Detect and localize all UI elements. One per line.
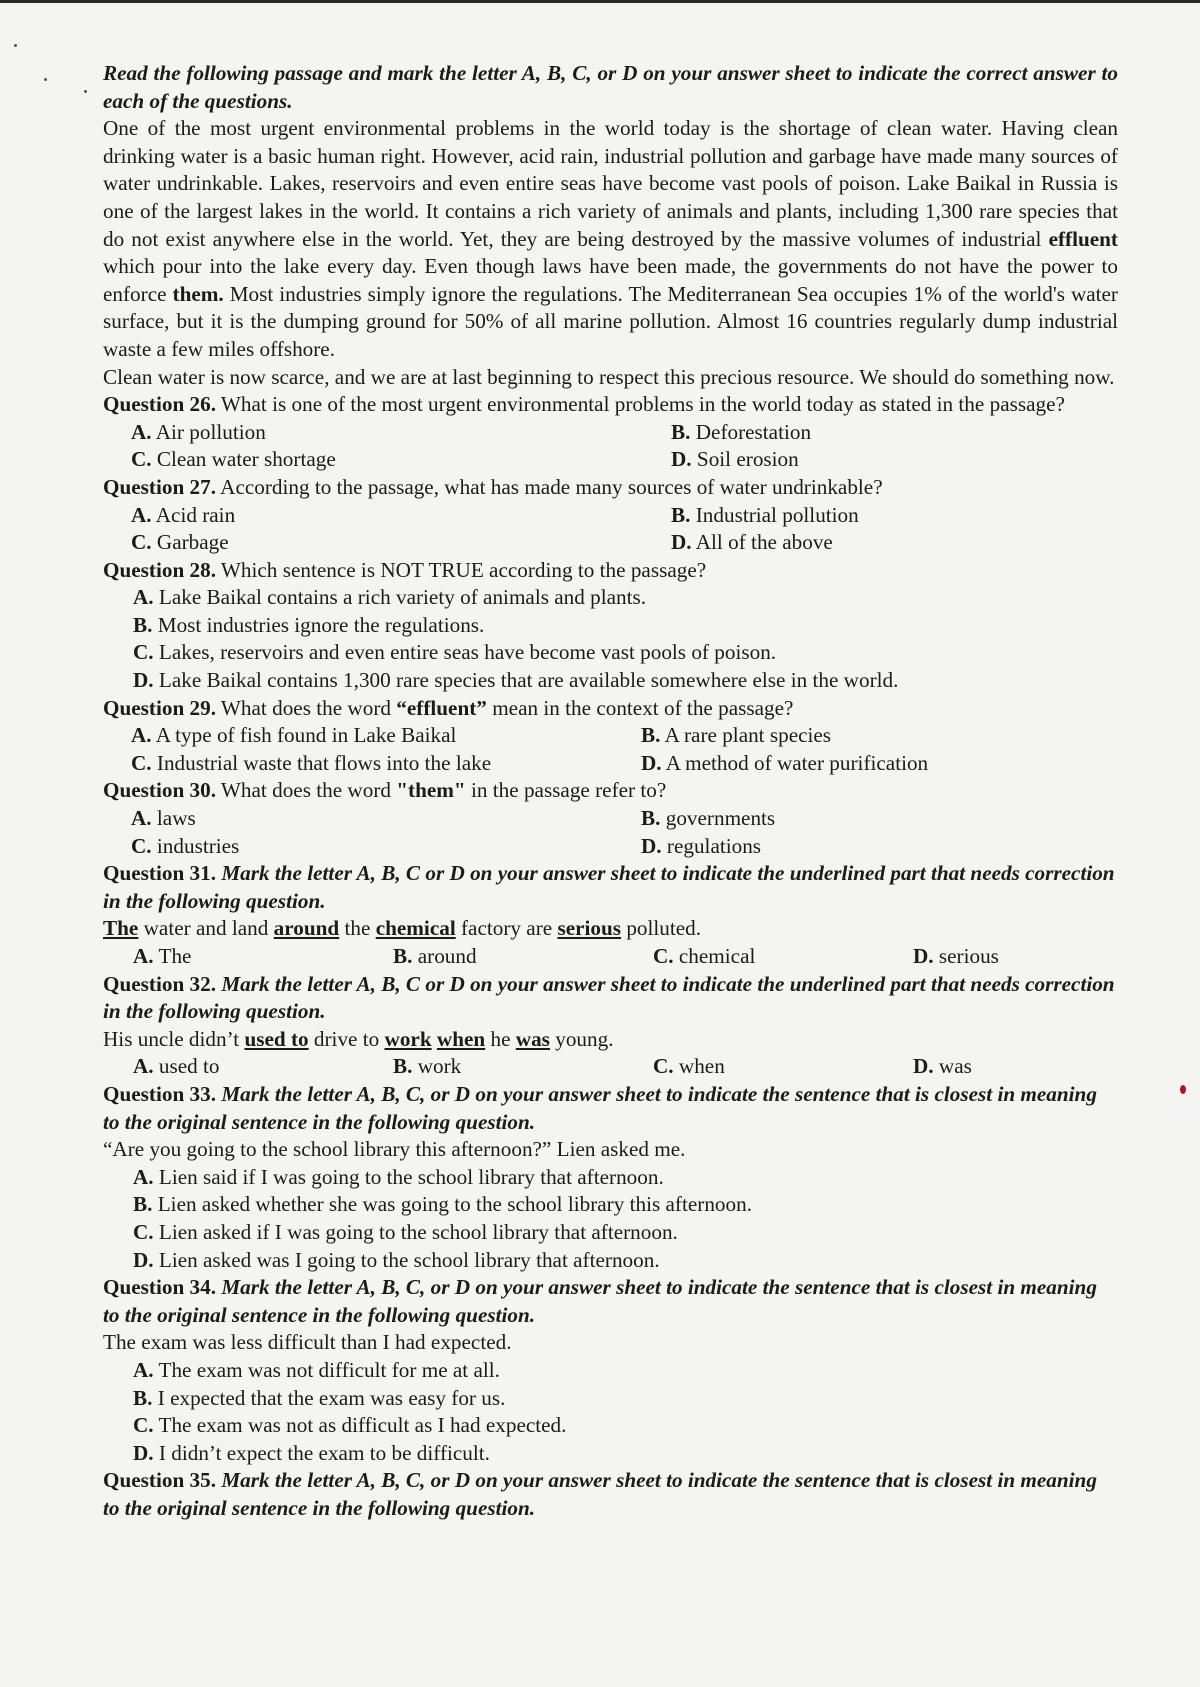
option-text: The exam was not difficult for me at all. <box>153 1357 500 1382</box>
option-text: I didn’t expect the exam to be difficult. <box>153 1440 490 1465</box>
question-32 <box>103 971 1118 1081</box>
sentence-text: His uncle didn’t <box>103 1026 245 1051</box>
question-29 <box>103 695 1118 778</box>
option-text: A rare plant species <box>660 723 832 748</box>
underlined-part-c: chemical <box>375 916 456 941</box>
option-text: governments <box>660 806 776 831</box>
question-text: What is one of the most urgent environmental problems in the world today as stated in the passage? <box>216 392 1065 417</box>
option-letter: D. <box>133 668 154 693</box>
option-letter: B. <box>393 1054 413 1079</box>
sentence-text: the <box>339 916 376 941</box>
question-text: mean in the context of the passage? <box>486 695 794 720</box>
option-a[interactable] <box>133 584 1118 612</box>
option-d[interactable] <box>641 833 1081 861</box>
option-letter: C. <box>133 1219 154 1244</box>
passage-text: Most industries simply ignore the regulations. The Mediterranean Sea occupies 1% of the world's water surface, but it is the dumping ground for 50% of all marine pollution. Almost 16 countries regularly dump industrial waste a few miles offshore. <box>103 281 1118 361</box>
option-b[interactable] <box>133 612 1118 640</box>
option-text: work <box>412 1054 462 1079</box>
option-c[interactable] <box>131 750 641 778</box>
option-letter: A. <box>133 1164 154 1189</box>
option-letter: A. <box>131 502 152 527</box>
option-letter: C. <box>653 944 674 968</box>
option-letter: A. <box>131 806 152 831</box>
options <box>131 722 1118 777</box>
option-b[interactable] <box>393 943 653 971</box>
option-d[interactable] <box>913 943 1133 971</box>
question-number: Question 28. <box>103 557 217 582</box>
option-letter: A. <box>133 1357 154 1382</box>
option-letter: B. <box>133 1385 153 1410</box>
option-a[interactable] <box>133 943 393 971</box>
option-letter: A. <box>133 1054 154 1079</box>
question-text: Which sentence is NOT TRUE according to the passage? <box>216 557 707 582</box>
option-text: Lien said if I was going to the school library that afternoon. <box>153 1164 664 1189</box>
option-d[interactable] <box>133 667 1118 695</box>
passage-paragraph-2: Clean water is now scarce, and we are at last beginning to respect this precious resource. We should do something now. <box>103 364 1115 389</box>
underlined-part-d: serious <box>557 916 622 941</box>
passage-paragraph-1 <box>103 115 1118 363</box>
option-c[interactable] <box>133 1219 1118 1247</box>
option-text: Garbage <box>151 530 229 555</box>
option-letter: D. <box>641 833 662 858</box>
option-text: Lien asked was I going to the school library that afternoon. <box>153 1247 660 1272</box>
option-a[interactable] <box>131 502 671 530</box>
option-text: Soil erosion <box>691 447 799 472</box>
option-c[interactable] <box>653 943 913 971</box>
question-text: in the passage refer to? <box>465 778 667 803</box>
question-text: What does the word <box>216 695 397 720</box>
option-letter: C. <box>131 530 152 555</box>
underlined-part-a: used to <box>244 1026 309 1051</box>
option-letter: D. <box>671 447 692 472</box>
question-number: Question 26. <box>103 392 217 417</box>
option-a[interactable] <box>133 1053 393 1081</box>
option-letter: A. <box>133 585 154 610</box>
error-sentence <box>103 1026 1118 1054</box>
question-number: Question 34. <box>103 1275 217 1300</box>
option-text: The exam was not as difficult as I had expected. <box>153 1413 567 1438</box>
options <box>133 1357 1118 1467</box>
option-text: Air pollution <box>151 419 266 444</box>
question-31 <box>103 860 1118 970</box>
scan-speck <box>44 78 47 81</box>
option-letter: B. <box>641 806 661 831</box>
option-d[interactable] <box>133 1247 1118 1275</box>
option-letter: C. <box>653 1054 674 1079</box>
option-text: was <box>933 1054 972 1079</box>
sentence-text: drive to <box>308 1026 385 1051</box>
option-text: Acid rain <box>151 502 236 527</box>
option-text: when <box>673 1054 725 1079</box>
option-d[interactable] <box>671 446 1111 474</box>
passage-text: which pour into the lake every day. Even though laws have been made, the governments do not have the power to enforce <box>103 254 1118 306</box>
passage-text: One of the most urgent environmental problems in the world today is the shortage of clean water. Having clean drinking water is a basic human right. However, acid rain, industrial pollution and garbage have made many sources of water undrinkable. Lakes, reservoirs and even entire seas have become vast pools of poison. Lake Baikal in Russia is one of the largest lakes in the world. It contains a rich variety of animals and plants, including 1,300 rare species that do not exist anywhere else in the world. Yet, they are being destroyed by the massive volumes of industrial <box>103 116 1118 251</box>
option-letter: D. <box>913 944 934 968</box>
option-text: regulations <box>661 833 762 858</box>
option-text: Lake Baikal contains 1,300 rare species that are available somewhere else in the world. <box>153 668 899 693</box>
option-letter: B. <box>133 1192 153 1217</box>
option-b[interactable] <box>133 1385 1118 1413</box>
question-33 <box>103 1081 1118 1274</box>
question-number: Question 27. <box>103 474 217 499</box>
option-d[interactable] <box>913 1053 1133 1081</box>
question-number: Question 33. <box>103 1081 217 1106</box>
option-text: I expected that the exam was easy for us. <box>152 1385 506 1410</box>
option-a[interactable] <box>133 1357 1118 1385</box>
option-text: Lakes, reservoirs and even entire seas have become vast pools of poison. <box>153 640 777 665</box>
passage-instruction: Read the following passage and mark the letter A, B, C, or D on your answer sheet to indicate the correct answer to each of the questions. <box>103 61 1118 113</box>
question-instruction: Mark the letter A, B, C or D on your answer sheet to indicate the underlined part that needs correction in the following question. <box>103 971 1115 1024</box>
option-c[interactable] <box>131 833 641 861</box>
sentence-text: young. <box>549 1026 614 1051</box>
option-a[interactable] <box>131 722 641 750</box>
option-letter: C. <box>131 447 152 472</box>
underlined-part-d: was <box>515 1026 550 1051</box>
option-a[interactable] <box>131 419 671 447</box>
question-keyword: "them" <box>396 778 466 803</box>
option-letter: D. <box>913 1054 934 1079</box>
option-text: serious <box>933 944 999 968</box>
option-b[interactable] <box>671 502 1111 530</box>
option-b[interactable] <box>641 805 1081 833</box>
option-c[interactable] <box>133 1412 1118 1440</box>
question-number: Question 29. <box>103 695 217 720</box>
option-d[interactable] <box>671 529 1111 557</box>
option-text: laws <box>151 806 196 831</box>
option-b[interactable] <box>393 1053 653 1081</box>
option-text: chemical <box>673 944 756 968</box>
option-letter: D. <box>133 1440 154 1465</box>
options <box>133 1053 1118 1081</box>
option-c[interactable] <box>653 1053 913 1081</box>
question-instruction: Mark the letter A, B, C or D on your answer sheet to indicate the underlined part that needs correction in the following question. <box>103 861 1115 913</box>
option-letter: B. <box>671 502 691 527</box>
option-a[interactable] <box>131 805 641 833</box>
option-d[interactable] <box>133 1440 1118 1468</box>
question-keyword: “effluent” <box>396 695 487 720</box>
underlined-part-c: when <box>436 1026 486 1051</box>
underlined-part-a: The <box>103 916 139 941</box>
option-letter: B. <box>671 419 691 444</box>
option-letter: C. <box>131 750 152 775</box>
option-c[interactable] <box>131 446 671 474</box>
keyword-effluent: effluent <box>1048 226 1118 251</box>
scan-speck <box>84 90 87 93</box>
sentence-text: water and land <box>138 916 274 941</box>
scan-speck <box>1180 1085 1186 1094</box>
underlined-part-b: work <box>384 1026 432 1051</box>
option-text: Lien asked whether she was going to the school library this afternoon. <box>152 1192 753 1217</box>
option-text: Industrial pollution <box>690 502 859 527</box>
option-b[interactable] <box>641 722 1081 750</box>
question-text: What does the word <box>216 778 397 803</box>
option-text: Clean water shortage <box>151 447 336 472</box>
option-text: All of the above <box>691 530 833 555</box>
option-text: The <box>153 944 192 968</box>
option-text: Industrial waste that flows into the lake <box>151 750 492 775</box>
question-35 <box>103 1467 1118 1522</box>
option-text: A method of water purification <box>661 750 929 775</box>
sentence-text: factory are <box>455 916 558 941</box>
option-c[interactable] <box>133 639 1118 667</box>
sentence-text: polluted. <box>621 916 702 941</box>
error-sentence <box>103 915 1118 943</box>
question-instruction: Mark the letter A, B, C, or D on your answer sheet to indicate the sentence that is closest in meaning to the original sentence in the following question. <box>103 1468 1097 1520</box>
options <box>131 419 1118 474</box>
top-border-line <box>0 0 1200 3</box>
question-26 <box>103 391 1118 474</box>
options <box>131 805 1118 860</box>
original-sentence: “Are you going to the school library this afternoon?” Lien asked me. <box>103 1137 686 1162</box>
question-27 <box>103 474 1118 557</box>
question-number: Question 32. <box>103 971 217 996</box>
original-sentence: The exam was less difficult than I had expected. <box>103 1330 512 1355</box>
option-letter: A. <box>131 419 152 444</box>
option-text: Deforestation <box>690 419 812 444</box>
option-letter: B. <box>133 612 153 637</box>
option-text: Lake Baikal contains a rich variety of animals and plants. <box>153 585 647 610</box>
option-letter: C. <box>133 1413 154 1438</box>
option-letter: D. <box>671 530 692 555</box>
question-34 <box>103 1274 1118 1467</box>
option-c[interactable] <box>131 529 671 557</box>
question-number: Question 31. <box>103 861 217 886</box>
question-28 <box>103 557 1118 695</box>
option-text: industries <box>151 833 240 858</box>
option-letter: D. <box>133 1247 154 1272</box>
option-letter: C. <box>133 640 154 665</box>
question-30 <box>103 777 1118 860</box>
option-a[interactable] <box>133 1164 1118 1192</box>
option-d[interactable] <box>641 750 1081 778</box>
options <box>133 1164 1118 1274</box>
underlined-part-b: around <box>273 916 340 941</box>
question-instruction: Mark the letter A, B, C, or D on your answer sheet to indicate the sentence that is closest in meaning to the original sentence in the following question. <box>103 1081 1097 1134</box>
option-letter: B. <box>393 944 413 968</box>
option-text: used to <box>153 1054 220 1079</box>
options <box>131 502 1118 557</box>
sentence-text: he <box>485 1026 516 1051</box>
question-instruction: Mark the letter A, B, C, or D on your answer sheet to indicate the sentence that is closest in meaning to the original sentence in the following question. <box>103 1275 1097 1327</box>
exam-page <box>103 60 1118 1522</box>
options <box>133 584 1118 694</box>
question-number: Question 30. <box>103 778 217 803</box>
option-text: around <box>412 944 477 968</box>
option-text: Lien asked if I was going to the school library that afternoon. <box>153 1219 678 1244</box>
option-letter: B. <box>641 723 661 748</box>
question-number: Question 35. <box>103 1468 217 1493</box>
options <box>133 943 1118 971</box>
keyword-them: them. <box>172 281 224 306</box>
option-letter: A. <box>133 944 154 968</box>
question-text: According to the passage, what has made many sources of water undrinkable? <box>216 474 883 499</box>
scan-speck <box>14 44 17 47</box>
option-letter: C. <box>131 833 152 858</box>
option-text: A type of fish found in Lake Baikal <box>151 723 457 748</box>
option-letter: D. <box>641 750 662 775</box>
option-text: Most industries ignore the regulations. <box>152 612 485 637</box>
option-b[interactable] <box>133 1191 1118 1219</box>
option-b[interactable] <box>671 419 1111 447</box>
option-letter: A. <box>131 723 152 748</box>
